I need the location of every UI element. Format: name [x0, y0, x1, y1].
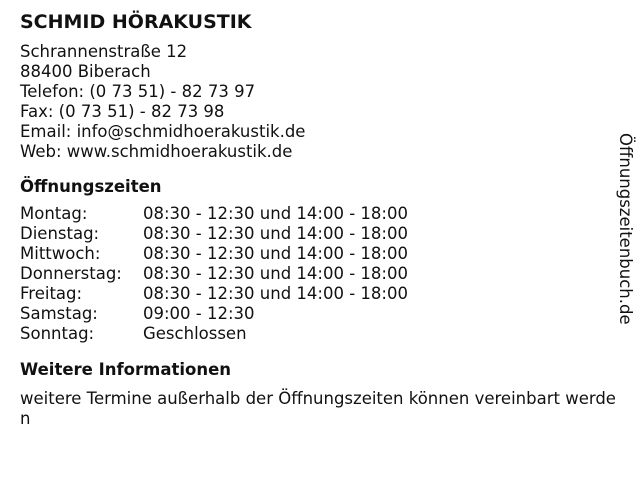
hours-day: Mittwoch:	[20, 244, 101, 263]
hours-day: Donnerstag:	[20, 264, 122, 283]
business-name: SCHMID HÖRAKUSTIK	[20, 11, 252, 33]
hours-time: 08:30 - 12:30 und 14:00 - 18:00	[143, 224, 408, 243]
hours-day: Sonntag:	[20, 324, 95, 343]
hours-day: Freitag:	[20, 284, 83, 303]
street-line: Schrannenstraße 12	[20, 42, 188, 61]
hours-row-monday	[20, 204, 626, 224]
hours-day: Dienstag:	[20, 224, 100, 243]
hours-day: Montag:	[20, 204, 88, 223]
hours-row-wednesday	[20, 244, 626, 264]
hours-row-tuesday	[20, 224, 626, 244]
hours-row-sunday	[20, 324, 626, 344]
hours-time: Geschlossen	[143, 324, 247, 343]
city-line: 88400 Biberach	[20, 62, 151, 81]
info-text: weitere Termine außerhalb der Öffnungszeiten können vereinbart werden	[20, 389, 616, 428]
hours-row-friday	[20, 284, 626, 304]
business-card	[20, 10, 626, 429]
address-block	[20, 42, 626, 162]
hours-time: 08:30 - 12:30 und 14:00 - 18:00	[143, 244, 408, 263]
hours-time: 08:30 - 12:30 und 14:00 - 18:00	[143, 204, 408, 223]
hours-day: Samstag:	[20, 304, 98, 323]
hours-heading: Öffnungszeiten	[20, 177, 162, 196]
info-heading: Weitere Informationen	[20, 360, 232, 379]
web-line: Web: www.schmidhoerakustik.de	[20, 142, 293, 161]
hours-row-saturday	[20, 304, 626, 324]
hours-time: 08:30 - 12:30 und 14:00 - 18:00	[143, 264, 408, 283]
side-brand-watermark: Öffnungszeitenbuch.de	[616, 133, 635, 325]
hours-row-thursday	[20, 264, 626, 284]
hours-time: 09:00 - 12:30	[143, 304, 255, 323]
hours-table	[20, 204, 626, 344]
phone-line: Telefon: (0 73 51) - 82 73 97	[20, 82, 256, 101]
email-line: Email: info@schmidhoerakustik.de	[20, 122, 306, 141]
fax-line: Fax: (0 73 51) - 82 73 98	[20, 102, 225, 121]
hours-time: 08:30 - 12:30 und 14:00 - 18:00	[143, 284, 408, 303]
